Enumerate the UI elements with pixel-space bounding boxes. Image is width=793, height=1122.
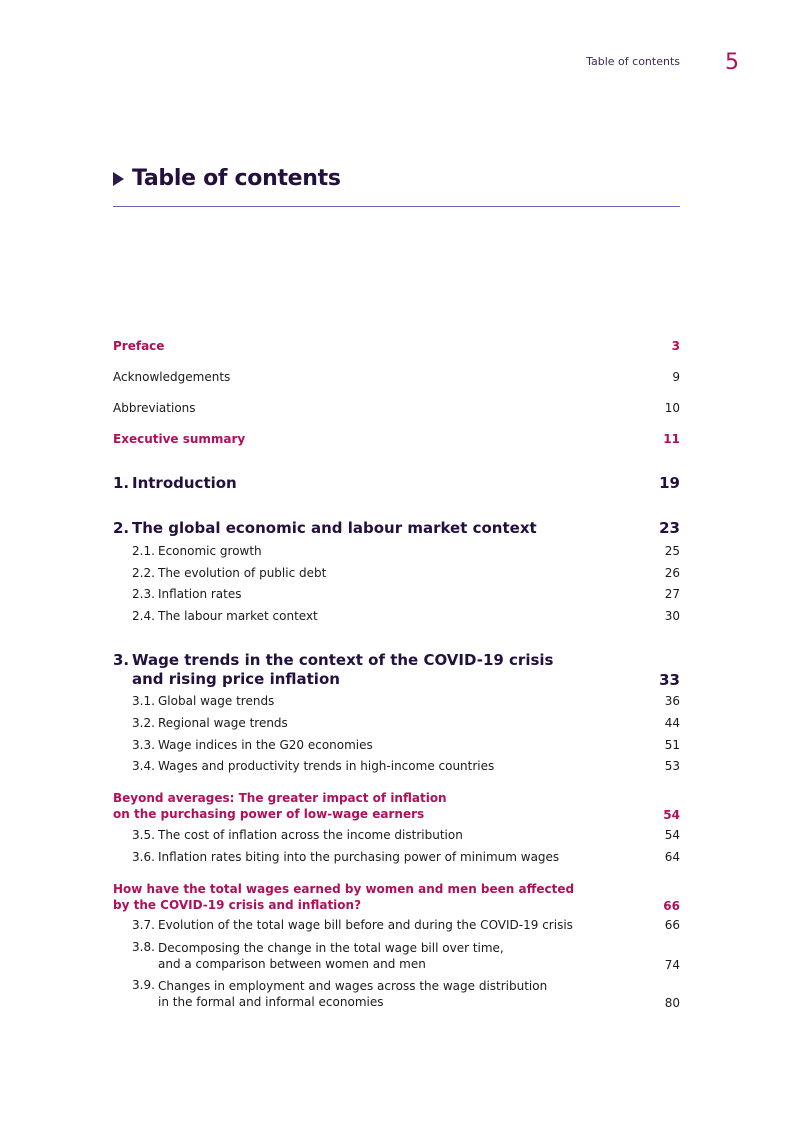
section-number: 3.4. <box>132 759 155 773</box>
toc-entry-abbreviations[interactable] <box>113 401 680 415</box>
page-number: 5 <box>725 50 739 75</box>
running-head: Table of contents <box>586 55 680 68</box>
section-label: Evolution of the total wage bill before and during the COVID-19 crisis <box>158 918 573 932</box>
box-title-line-1: Beyond averages: The greater impact of inflation <box>113 791 447 805</box>
toc-entry-label: Preface <box>113 339 165 353</box>
toc-section-3-9[interactable] <box>113 978 680 1010</box>
toc-section-3-4[interactable] <box>113 759 680 773</box>
box-page: 66 <box>663 899 680 913</box>
chapter-page: 23 <box>659 519 680 537</box>
section-label-line-1: Decomposing the change in the total wage bill over time, <box>158 941 504 955</box>
section-page: 26 <box>664 566 680 580</box>
section-label: Wages and productivity trends in high-income countries <box>158 759 495 773</box>
toc-entry-acknowledgements[interactable] <box>113 370 680 384</box>
page-title-text: Table of contents <box>132 166 341 191</box>
section-number: 3.5. <box>132 828 155 842</box>
section-number: 3.1. <box>132 694 155 708</box>
chapter-label-line-2: and rising price inflation <box>132 670 340 688</box>
section-label: Economic growth <box>158 544 262 558</box>
section-page: 66 <box>664 918 680 932</box>
triangle-right-icon <box>113 172 124 186</box>
chapter-label-line-1: Wage trends in the context of the COVID-19 crisis <box>132 651 554 669</box>
section-label: Inflation rates biting into the purchasing power of minimum wages <box>158 850 560 864</box>
toc-section-3-2[interactable] <box>113 716 680 730</box>
toc-box-beyond-averages[interactable] <box>113 790 680 822</box>
section-number: 2.4. <box>132 609 155 623</box>
toc-section-3-7[interactable] <box>113 918 680 932</box>
section-page: 54 <box>664 828 680 842</box>
toc-entry-page: 9 <box>672 370 680 384</box>
toc-box-total-wages[interactable] <box>113 881 680 913</box>
section-number: 3.2. <box>132 716 155 730</box>
section-label: The cost of inflation across the income distribution <box>158 828 463 842</box>
box-title-line-2: by the COVID-19 crisis and inflation? <box>113 898 362 912</box>
section-number: 3.8. <box>132 940 155 954</box>
chapter-number: 3. <box>113 651 130 669</box>
section-page: 30 <box>664 609 680 623</box>
toc-section-3-6[interactable] <box>113 850 680 864</box>
section-page: 36 <box>664 694 680 708</box>
section-label: Regional wage trends <box>158 716 288 730</box>
section-label-line-2: in the formal and informal economies <box>158 995 384 1009</box>
section-number: 3.3. <box>132 738 155 752</box>
toc-chapter-2[interactable] <box>113 519 680 537</box>
toc-entry-label: Abbreviations <box>113 401 196 415</box>
section-page: 53 <box>664 759 680 773</box>
section-label: The labour market context <box>158 609 318 623</box>
toc-entry-label: Acknowledgements <box>113 370 231 384</box>
chapter-number: 1. <box>113 474 130 492</box>
section-page: 64 <box>664 850 680 864</box>
chapter-page: 19 <box>659 474 680 492</box>
chapter-label: Introduction <box>132 474 237 492</box>
toc-section-3-8[interactable] <box>113 940 680 972</box>
toc-entry-page: 11 <box>663 432 680 446</box>
toc-chapter-1[interactable] <box>113 474 680 492</box>
toc-entry-executive-summary[interactable] <box>113 432 680 446</box>
chapter-number: 2. <box>113 519 130 537</box>
toc-section-2-3[interactable] <box>113 587 680 601</box>
chapter-label: The global economic and labour market context <box>132 519 537 537</box>
section-label: Wage indices in the G20 economies <box>158 738 373 752</box>
section-page: 25 <box>664 544 680 558</box>
section-page: 80 <box>664 996 680 1010</box>
section-label-line-1: Changes in employment and wages across the wage distribution <box>158 979 548 993</box>
section-number: 2.1. <box>132 544 155 558</box>
section-number: 3.6. <box>132 850 155 864</box>
section-number: 3.9. <box>132 978 155 992</box>
toc-entry-page: 3 <box>671 339 680 353</box>
toc-chapter-3[interactable] <box>113 651 680 689</box>
section-label: Global wage trends <box>158 694 275 708</box>
section-number: 2.2. <box>132 566 155 580</box>
section-label: The evolution of public debt <box>158 566 327 580</box>
toc-section-2-1[interactable] <box>113 544 680 558</box>
section-page: 51 <box>664 738 680 752</box>
toc-section-3-5[interactable] <box>113 828 680 842</box>
section-page: 44 <box>664 716 680 730</box>
section-page: 74 <box>664 958 680 972</box>
chapter-page: 33 <box>659 671 680 689</box>
toc-section-2-2[interactable] <box>113 566 680 580</box>
section-page: 27 <box>664 587 680 601</box>
toc-entry-label: Executive summary <box>113 432 246 446</box>
toc-entry-page: 10 <box>664 401 680 415</box>
box-page: 54 <box>663 808 680 822</box>
section-number: 2.3. <box>132 587 155 601</box>
title-divider <box>113 206 680 207</box>
box-title-line-2: on the purchasing power of low-wage earners <box>113 807 425 821</box>
box-title-line-1: How have the total wages earned by women and men been affected <box>113 882 575 896</box>
toc-section-3-1[interactable] <box>113 694 680 708</box>
toc-entry-preface[interactable] <box>113 339 680 353</box>
toc-section-3-3[interactable] <box>113 738 680 752</box>
page-title <box>113 166 680 191</box>
toc-section-2-4[interactable] <box>113 609 680 623</box>
section-number: 3.7. <box>132 918 155 932</box>
section-label-line-2: and a comparison between women and men <box>158 957 426 971</box>
section-label: Inflation rates <box>158 587 242 601</box>
